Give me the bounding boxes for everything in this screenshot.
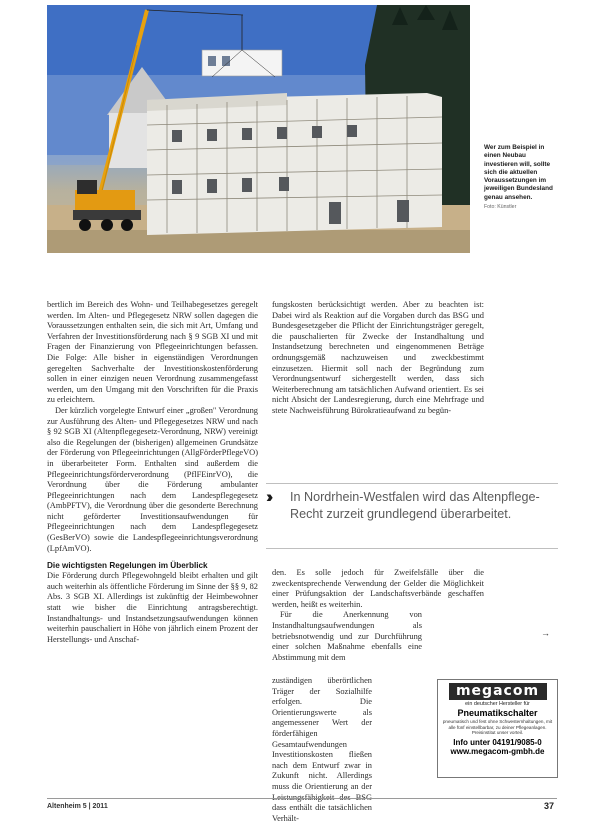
- paragraph: zuständigen überörtlichen Träger der Sozialhilfe erfolgen. Die Orientierungswerte als angemessener Wert der förderfähigen Gesamtaufwendungen Investitionskosten fließen nach dem Entwurf zwar in Zukunft nicht. Allerdings muss die Orientierung an der dass enthält die tatsächlichen Verhält-: [272, 676, 372, 823]
- advertisement[interactable]: [437, 679, 558, 778]
- quote-marker-icon: ››: [266, 487, 270, 506]
- ad-phone: Info unter 04191/9085-0: [453, 737, 542, 747]
- paragraph: den. Es solle jedoch für Zweifelsfälle über die zweckentsprechende Verwendung der Gelder die Möglichkeit einer Prüfungsaktion der Landschaftsverbände geschaffen werden, heißt es weiterhin.: [272, 568, 484, 609]
- ad-title: Pneumatikschalter: [457, 708, 538, 718]
- construction-photo: [47, 5, 470, 253]
- ad-website-link[interactable]: www.megacom-gmbh.de: [450, 747, 545, 757]
- continue-arrow-icon: →: [541, 628, 550, 638]
- paragraph: fungskosten berücksichtigt werden. Aber zu beachten ist: Dabei wird als Reaktion auf die Vorgaben durch das BSG und Bundesgesetzgeber die Pflicht der Einrichtungsträger geregelt, die pauschalierten für Zwecke der Instandhaltung und Instandsetzung berechneten und eingenommenen Beträge ordnungsgemäß nachzuweisen und zweckbestimmt einzusetzen. Hiermit soll nach der Begründung zum Verordnungsentwurf sichergestellt werden, dass sich Weiterberechnung am tatsächlichen Aufwand orientiert. Es sei nicht Absicht der Landesregierung, durch eine Mehrfrage und stete Nachweisführung Bürokratieaufwand zu begün-: [272, 300, 484, 415]
- pull-quote: [266, 483, 558, 549]
- megacom-logo: megacom: [449, 683, 547, 700]
- ad-subtitle: ein deutscher Hersteller für: [465, 701, 530, 707]
- section-heading: Die wichtigsten Regelungen im Überblick: [47, 561, 208, 571]
- paragraph: Für die Anerkennung von Instandhaltungsaufwendungen als betriebsnotwendig und zur Durchführung einer solchen Maßnahme ebenfalls eine Abstimmung mit dem: [272, 610, 422, 662]
- article-column-2: [272, 300, 484, 417]
- article-column-2-continued: [272, 568, 484, 663]
- paragraph: Der kürzlich vorgelegte Entwurf einer „großen" Verordnung zur Ausführung des Alten- und Pflegegesetzes NRW und nach § 92 SGB XI (Altenpflegegesetz-Verordnung, NRW) vereinigt also die Regelungen der (bisherigen) allgemeinen Grundsätze der Förderung von Pflegeeinrichtungen (AllgFörderPflegeVO) in überarbeiteter Form. Enthalten sind außerdem die Pflegeeinrichtungsförderverordnung (PflFEinrVO), die Verordnung über die Förderung ambulanter Pflegeeinrichtungen nach dem Landespflegegesetz (AmbPFTV), die Verordnung über die gesonderte Berechnung nicht geförderter Investitionsaufwendungen für Pflegeeinrichtungen nach dem Landespflegegesetz (GesBerVO) sowie die Landespflegeeinrichtungsverordnung (LpfAmVO).: [47, 405, 258, 553]
- photo-caption: [484, 144, 556, 211]
- paragraph: bertlich im Bereich des Wohn- und Teilhabegesetzes geregelt werden. Im Alten- und Pflegegesetz NRW sollen dagegen die Voraussetzungen enthalten sein, die sich mit Art, Umfang und Verfahren der Investitionsförderung nach § 9 SGB XI und mit Fragen der Finanzierung von Pflegeeinrichtungen befassen. Die Folge: Alle bisher in eigenständigen Verordnungen geregelten Sachverhalte der Investitionskostenförderung sollen in einer einzigen neuen Verordnung zusammengefasst werden, um den Umgang mit den Vorschriften für die Praxis zu erleichtern.: [47, 300, 258, 405]
- ad-description: pneumatisch und fest ohne Schwesternhaltungen, mit alle fünf einstellbarbar, zu deiner Pflegeanlagen. Preisinstitut unser vorteil.: [442, 719, 553, 736]
- article-column-1: [47, 300, 258, 645]
- caption-text: Wer zum Beispiel in einen Neubau investieren will, sollte sich die aktuellen Voraussetzungen im jeweiligen Bundesland genau ansehen.: [484, 144, 553, 201]
- footer-divider: [47, 798, 557, 799]
- article-column-2-narrow: [272, 676, 372, 824]
- paragraph: Die Förderung durch Pflegewohngeld bleibt erhalten und gilt auch weiterhin als öffentliche Förderung im Sinne der §§ 9, 82 Abs. 3 SGB XI. Allerdings ist zukünftig der Heimbewohner statt wie bisher die Einrichtung antragsberechtigt. Instandhaltungs- und Instandsetzungsaufwendungen können weiterhin pauschaliert in Höhe von jährlich einem Prozent der Herstellungs- und Anschaf-: [47, 571, 258, 644]
- photo-credit: Foto: Künstler: [484, 204, 517, 211]
- magazine-issue: Altenheim 5 | 2011: [47, 803, 108, 810]
- pull-quote-text: In Nordrhein-Westfalen wird das Altenpflege-Recht zurzeit grundlegend überarbeitet.: [290, 490, 540, 521]
- page-number: 37: [544, 801, 555, 811]
